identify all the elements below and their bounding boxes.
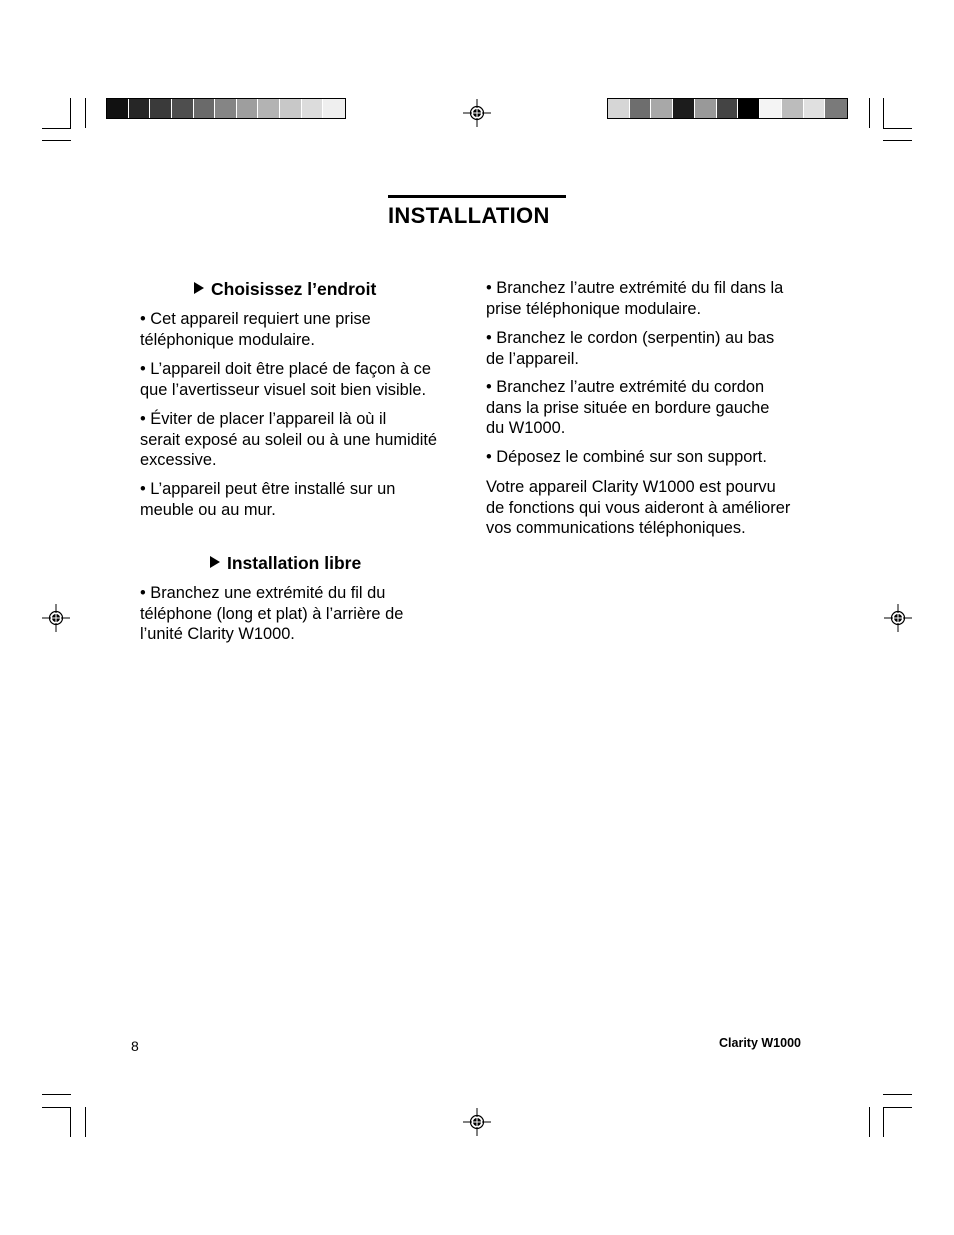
crop-mark [869, 1107, 870, 1137]
crop-mark [883, 1107, 912, 1108]
crop-mark [42, 1094, 71, 1095]
crop-mark [883, 1094, 912, 1095]
list-item: • Cet appareil requiert une prise téléphonique modulaire. [140, 310, 371, 349]
color-swatch [651, 99, 673, 118]
color-swatch [825, 99, 847, 118]
list-item: • Éviter de placer l’appareil là où il serait exposé au soleil ou à une humidité excessive. [140, 410, 438, 469]
crop-mark [883, 1107, 884, 1137]
color-swatch [302, 99, 324, 118]
registration-mark-icon [884, 604, 912, 632]
list-item: • Branchez l’autre extrémité du cordon dans la prise située en bordure gauche du W1000. [486, 378, 770, 437]
registration-mark-icon [463, 1108, 491, 1136]
page-title: INSTALLATION [388, 203, 550, 228]
color-swatch [194, 99, 216, 118]
color-swatch [258, 99, 280, 118]
list-item: • Branchez le cordon (serpentin) au bas de l’appareil. [486, 329, 775, 368]
list-item: • Branchez une extrémité du fil du téléphone (long et plat) à l’arrière de l’unité Clarity W1000. [140, 584, 404, 643]
arrow-right-icon [194, 282, 204, 294]
section-heading-free-installation [210, 553, 361, 574]
color-swatch [695, 99, 717, 118]
color-swatch [323, 99, 345, 118]
color-swatch [172, 99, 194, 118]
color-swatch [760, 99, 782, 118]
crop-mark [42, 140, 71, 141]
color-swatch [804, 99, 826, 118]
footer-product-name: Clarity W1000 [719, 1036, 801, 1050]
section-heading-label: Installation libre [227, 553, 362, 573]
title-rule [388, 195, 566, 198]
crop-mark [42, 1107, 71, 1108]
list-item: • L’appareil peut être installé sur un meuble ou au mur. [140, 480, 396, 519]
crop-mark [42, 128, 71, 129]
color-swatch [782, 99, 804, 118]
color-swatch [215, 99, 237, 118]
page-number: 8 [131, 1038, 139, 1054]
crop-mark [70, 1107, 71, 1137]
registration-mark-icon [463, 99, 491, 127]
color-swatch [237, 99, 259, 118]
color-swatch [107, 99, 129, 118]
list-item: • Déposez le combiné sur son support. [486, 448, 767, 466]
crop-mark [70, 98, 71, 128]
crop-mark [85, 98, 86, 128]
crop-mark [883, 128, 912, 129]
color-swatch [150, 99, 172, 118]
list-item: • Branchez l’autre extrémité du fil dans la prise téléphonique modulaire. [486, 279, 784, 318]
arrow-right-icon [210, 556, 220, 568]
registration-mark-icon [42, 604, 70, 632]
color-swatch [129, 99, 151, 118]
crop-mark [85, 1107, 86, 1137]
color-swatch [738, 99, 760, 118]
closing-paragraph: Votre appareil Clarity W1000 est pourvu de fonctions qui vous aideront à améliorer vos communications téléphoniques. [486, 478, 791, 537]
color-swatch [673, 99, 695, 118]
crop-mark [883, 140, 912, 141]
crop-mark [869, 98, 870, 128]
right-color-bar [607, 98, 848, 119]
section-heading-choose-location [194, 279, 376, 300]
color-swatch [630, 99, 652, 118]
color-swatch [608, 99, 630, 118]
crop-mark [883, 98, 884, 128]
list-item: • L’appareil doit être placé de façon à ce que l’avertisseur visuel soit bien visible. [140, 360, 431, 399]
section-heading-label: Choisissez l’endroit [211, 279, 377, 299]
color-swatch [717, 99, 739, 118]
color-swatch [280, 99, 302, 118]
left-color-bar [106, 98, 346, 119]
